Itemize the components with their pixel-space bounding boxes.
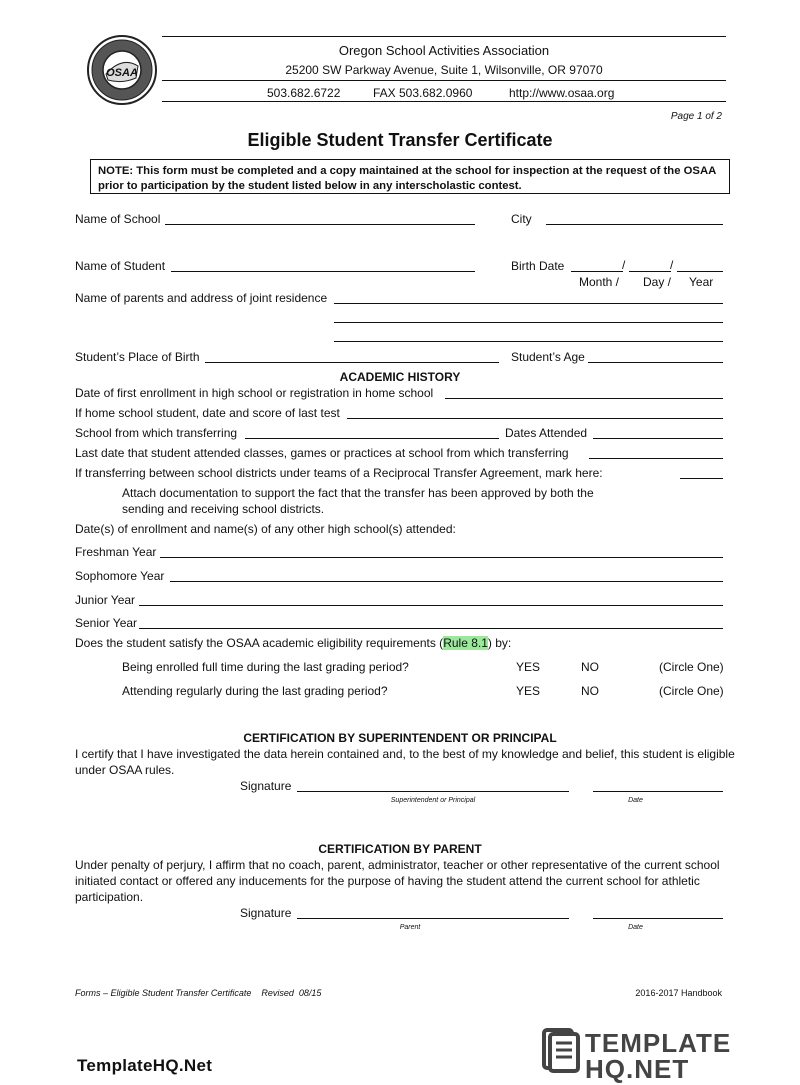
principal-signature-label: Signature [240, 779, 292, 793]
school-field[interactable] [165, 224, 475, 225]
org-fax: FAX 503.682.0960 [373, 86, 473, 100]
principal-sig-caption: Superintendent or Principal [390, 797, 476, 804]
sophomore-field[interactable] [170, 581, 723, 582]
reciprocal-mark-field[interactable] [680, 478, 723, 479]
parent-date-field[interactable] [593, 918, 723, 919]
q1-circle: (Circle One) [659, 660, 724, 674]
city-field[interactable] [546, 224, 723, 225]
note-line-1: NOTE: This form must be completed and a copy maintained at the school for inspection at the request of the OSAA [98, 165, 717, 177]
q2-yes[interactable]: YES [516, 684, 541, 698]
footer-right: 2016-2017 Handbook [635, 988, 722, 998]
org-url[interactable]: http://www.osaa.org [509, 86, 615, 100]
parents-field-2[interactable] [334, 322, 723, 323]
reciprocal-label: If transferring between school districts under teams of a Reciprocal Transfer Agreement, mark here: [75, 466, 603, 480]
note-box [90, 159, 730, 194]
q1-label: Being enrolled full time during the last grading period? [122, 660, 409, 674]
day-caption: Day / [643, 275, 672, 289]
student-label: Name of Student [75, 259, 166, 273]
transferring-from-label: School from which transferring [75, 426, 238, 440]
principal-date-caption: Date [628, 797, 643, 804]
month-caption: Month / [579, 275, 620, 289]
org-name: Oregon School Activities Association [338, 43, 550, 58]
q1-no[interactable]: NO [581, 660, 599, 674]
principal-signature-field[interactable] [297, 791, 569, 792]
header-rule-top [162, 36, 726, 37]
sophomore-label: Sophomore Year [75, 569, 165, 583]
watermark-right-top: TEMPLATE [585, 1028, 732, 1058]
principal-date-field[interactable] [593, 791, 723, 792]
dates-attended-label: Dates Attended [505, 426, 588, 440]
q1-yes[interactable]: YES [516, 660, 541, 674]
home-school-field[interactable] [347, 418, 723, 419]
header-rule-mid [162, 80, 726, 81]
parent-signature-label: Signature [240, 906, 292, 920]
org-address: 25200 SW Parkway Avenue, Suite 1, Wilsonville, OR 97070 [285, 63, 603, 77]
cert-parent-heading: CERTIFICATION BY PARENT [318, 842, 482, 856]
birth-day-field[interactable] [629, 271, 671, 272]
eligibility-rule: Rule 8.1 [443, 636, 488, 650]
senior-label: Senior Year [75, 616, 138, 630]
parents-field-3[interactable] [334, 341, 723, 342]
eligibility-q-pre: Does the student satisfy the OSAA academic eligibility requirements ( [75, 636, 444, 650]
parent-sig-caption: Parent [399, 924, 421, 931]
parent-date-caption: Date [628, 924, 643, 931]
dates-attended-field[interactable] [593, 438, 723, 439]
first-enrollment-label: Date of first enrollment in high school or registration in home school [75, 386, 434, 400]
place-of-birth-field[interactable] [205, 362, 499, 363]
parent-signature-field[interactable] [297, 918, 569, 919]
document-icon [541, 1027, 581, 1073]
junior-label: Junior Year [75, 593, 136, 607]
junior-field[interactable] [139, 605, 723, 606]
footer-left: Forms – Eligible Student Transfer Certificate Revised 08/15 [75, 988, 322, 998]
age-field[interactable] [588, 362, 723, 363]
first-enrollment-field[interactable] [445, 398, 723, 399]
freshman-label: Freshman Year [75, 545, 157, 559]
logo-text: OSAA [106, 67, 138, 79]
city-label: City [511, 212, 532, 226]
page-title: Eligible Student Transfer Certificate [247, 130, 553, 150]
academic-heading: ACADEMIC HISTORY [339, 370, 461, 384]
year-caption: Year [689, 275, 714, 289]
other-schools-label: Date(s) of enrollment and name(s) of any other high school(s) attended: [75, 522, 456, 536]
cert-principal-line-2: under OSAA rules. [75, 763, 175, 777]
parents-field-1[interactable] [334, 303, 723, 304]
org-phone: 503.682.6722 [267, 86, 341, 100]
cert-parent-line-3: participation. [75, 890, 144, 904]
cert-principal-heading: CERTIFICATION BY SUPERINTENDENT OR PRINCIPAL [243, 731, 557, 745]
eligibility-question [75, 636, 511, 650]
watermark-left: TemplateHQ.Net [77, 1056, 213, 1075]
birth-sep-1: / [622, 258, 626, 272]
osaa-logo [86, 34, 158, 106]
student-field[interactable] [171, 271, 475, 272]
cert-principal-line-1: I certify that I have investigated the data herein contained and, to the best of my knowledge and belief, this student is eligible [75, 747, 735, 761]
senior-field[interactable] [139, 628, 723, 629]
cert-parent-line-1: Under penalty of perjury, I affirm that no coach, parent, administrator, teacher or other representative of the current school [75, 858, 720, 872]
school-label: Name of School [75, 212, 161, 226]
parents-label: Name of parents and address of joint residence [75, 291, 328, 305]
watermark-right-bottom: HQ.NET [585, 1054, 690, 1084]
attach-line-1: Attach documentation to support the fact that the transfer has been approved by both the [122, 486, 594, 500]
note-line-2: prior to participation by the student listed below in any interscholastic contest. [98, 180, 522, 192]
eligibility-q-post: ) by: [487, 636, 512, 650]
q2-label: Attending regularly during the last grading period? [122, 684, 388, 698]
birth-year-field[interactable] [677, 271, 723, 272]
page-label: Page 1 of 2 [670, 111, 722, 122]
age-label: Student’s Age [511, 350, 585, 364]
birth-month-field[interactable] [571, 271, 623, 272]
home-school-label: If home school student, date and score of last test [75, 406, 340, 420]
last-date-field[interactable] [589, 458, 723, 459]
attach-line-2: sending and receiving school districts. [122, 502, 325, 516]
transferring-from-field[interactable] [245, 438, 499, 439]
header-rule-bottom [162, 101, 726, 102]
birth-sep-2: / [670, 258, 674, 272]
birth-date-label: Birth Date [511, 259, 565, 273]
q2-no[interactable]: NO [581, 684, 599, 698]
cert-parent-line-2: initiated contact or offered any inducements for the purpose of having the student attend the current school for athletic [75, 874, 700, 888]
q2-circle: (Circle One) [659, 684, 724, 698]
freshman-field[interactable] [160, 557, 723, 558]
last-date-label: Last date that student attended classes, games or practices at school from which transferring [75, 446, 569, 460]
place-of-birth-label: Student’s Place of Birth [75, 350, 200, 364]
